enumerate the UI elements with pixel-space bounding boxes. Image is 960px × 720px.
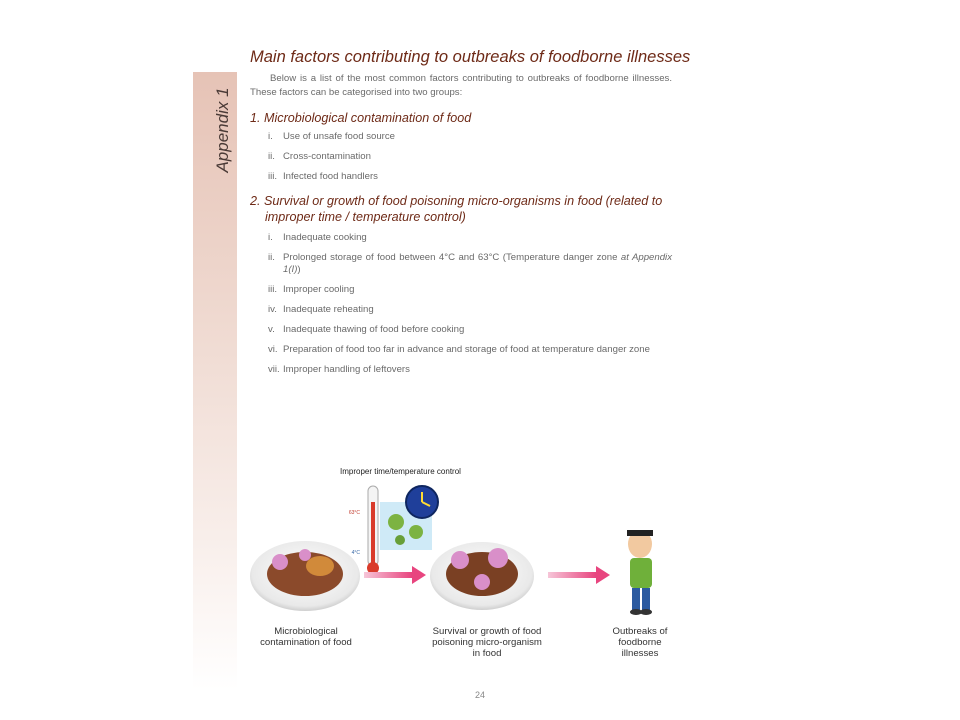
caption-growth: Survival or growth of food poisoning micro-organism in food: [432, 626, 542, 659]
list-item: ii. Prolonged storage of food between 4°C and 63°C (Temperature danger zone at Appendix 1(I)): [268, 252, 672, 275]
list-item: vii. Improper handling of leftovers: [268, 364, 410, 375]
caption-outbreaks: Outbreaks of foodborne illnesses: [612, 626, 668, 659]
temp-low-label: 4°C: [351, 550, 360, 556]
list-item: vi. Preparation of food too far in advance and storage of food at temperature danger zone: [268, 344, 650, 355]
contaminated-food-plate: [250, 541, 360, 611]
arrow-right-icon: [548, 566, 610, 584]
appendix-label: Appendix 1: [213, 87, 232, 173]
list-item: iii. Improper cooling: [268, 284, 355, 295]
list-item: ii. Cross-contamination: [268, 151, 371, 162]
intro-paragraph: Below is a list of the most common factors contributing to outbreaks of foodborne illnesses. These factors can be categorised into two groups:: [250, 73, 672, 98]
list-item: v. Inadequate thawing of food before cooking: [268, 324, 465, 335]
group1-heading: 1. Microbiological contamination of food: [250, 111, 472, 125]
time-temperature-label: Improper time/temperature control: [340, 467, 461, 476]
group2-heading-line1: 2. Survival or growth of food poisoning micro-organisms in food (related to: [250, 194, 663, 208]
list-item: iii. Infected food handlers: [268, 171, 378, 182]
list-item: i. Inadequate cooking: [268, 232, 367, 243]
temp-high-label: 63°C: [348, 510, 360, 516]
group1-list: [268, 131, 672, 183]
list-item: i. Use of unsafe food source: [268, 131, 395, 142]
caption-contamination: Microbiological contamination of food: [260, 626, 352, 648]
clock-icon: [406, 486, 438, 518]
list-item: iv. Inadequate reheating: [268, 304, 374, 315]
microorganism-growth-plate: [430, 542, 534, 610]
page-title: Main factors contributing to outbreaks of foodborne illnesses: [250, 48, 691, 66]
group2-heading: [250, 193, 670, 225]
group2-list: [268, 232, 672, 376]
sick-person-icon: [627, 530, 653, 615]
group2-heading-line2: improper time / temperature control): [265, 210, 466, 224]
page-number: 24: [474, 690, 485, 700]
